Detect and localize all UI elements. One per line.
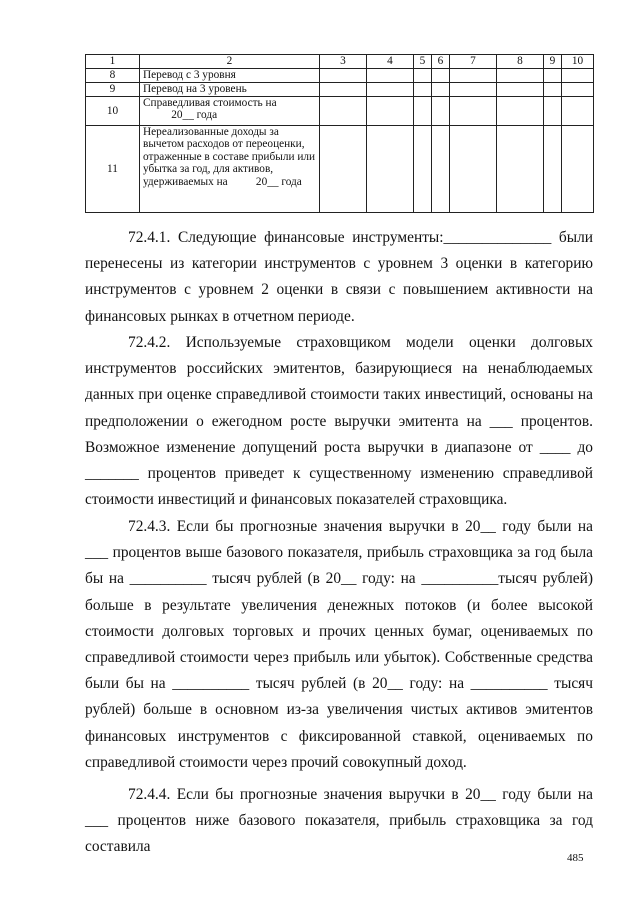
row-number: 9 [86, 83, 140, 97]
column-header: 1 [86, 55, 140, 69]
row-label: Справедливая стоимость на 20__ года [140, 97, 320, 126]
column-header: 10 [562, 55, 594, 69]
column-header: 5 [414, 55, 432, 69]
column-header: 3 [320, 55, 367, 69]
table-row [86, 69, 594, 83]
column-header: 2 [140, 55, 320, 69]
fair-value-table [85, 54, 594, 213]
column-header: 9 [544, 55, 562, 69]
row-number: 8 [86, 69, 140, 83]
table-row [86, 83, 594, 97]
paragraph-72-4-1: 72.4.1. Следующие финансовые инструменты:______________ были перенесены из категории инструментов с уровнем 3 оценки в категорию инструментов с уровнем 2 оценки в связи с повышением активности на финансовых рынках в отчетном периоде. [85, 229, 593, 325]
column-header: 7 [450, 55, 497, 69]
row-number: 10 [86, 97, 140, 126]
paragraph-72-4-2: 72.4.2. Используемые страховщиком модели оценки долговых инструментов российских эмитентов, базирующиеся на ненаблюдаемых данных при оценке справедливой стоимости таких инвестиций, основаны на предположении о ежегодном росте выручки эмитента на ___ процентов. Возможное изменение допущений роста выручки в диапазоне от ____ до _______ процентов приведет к существенному изменению справедливой стоимости инвестиций и финансовых показателей страховщика. [85, 334, 593, 509]
row-label: Перевод с 3 уровня [140, 69, 320, 83]
table-header-row [86, 55, 594, 69]
row-number: 11 [86, 126, 140, 213]
paragraph-72-4-3: 72.4.3. Если бы прогнозные значения выручки в 20__ году были на ___ процентов выше базового показателя, прибыль страховщика за год была бы на __________ тысяч рублей (в 20__ году: на __________тысяч рублей) больше в результате увеличения денежных потоков (и более высокой стоимости долговых торговых и прочих ценных бумаг, оцениваемых по справедливой стоимости через прибыль или убыток). Собственные средства были бы на __________ тысяч рублей (в 20__ году: на __________ тысяч рублей) больше в основном из-за увеличения чистых активов эмитентов финансовых инструментов с фиксированной ставкой, оцениваемых по справедливой стоимости через прочий совокупный доход. [85, 518, 593, 771]
paragraph-72-4-4: 72.4.4. Если бы прогнозные значения выручки в 20__ году были на ___ процентов ниже базового показателя, прибыль страховщика за год составила [85, 786, 593, 856]
row-label: Нереализованные доходы за вычетом расходов от переоценки, отраженные в составе прибыли или убытка за год, для активов, удерживаемых на 20__ года [140, 126, 320, 213]
column-header: 6 [432, 55, 450, 69]
page-number: 485 [567, 852, 584, 864]
column-header: 4 [367, 55, 414, 69]
table-row [86, 126, 594, 213]
column-header: 8 [497, 55, 544, 69]
table-row [86, 97, 594, 126]
row-label: Перевод на 3 уровень [140, 83, 320, 97]
